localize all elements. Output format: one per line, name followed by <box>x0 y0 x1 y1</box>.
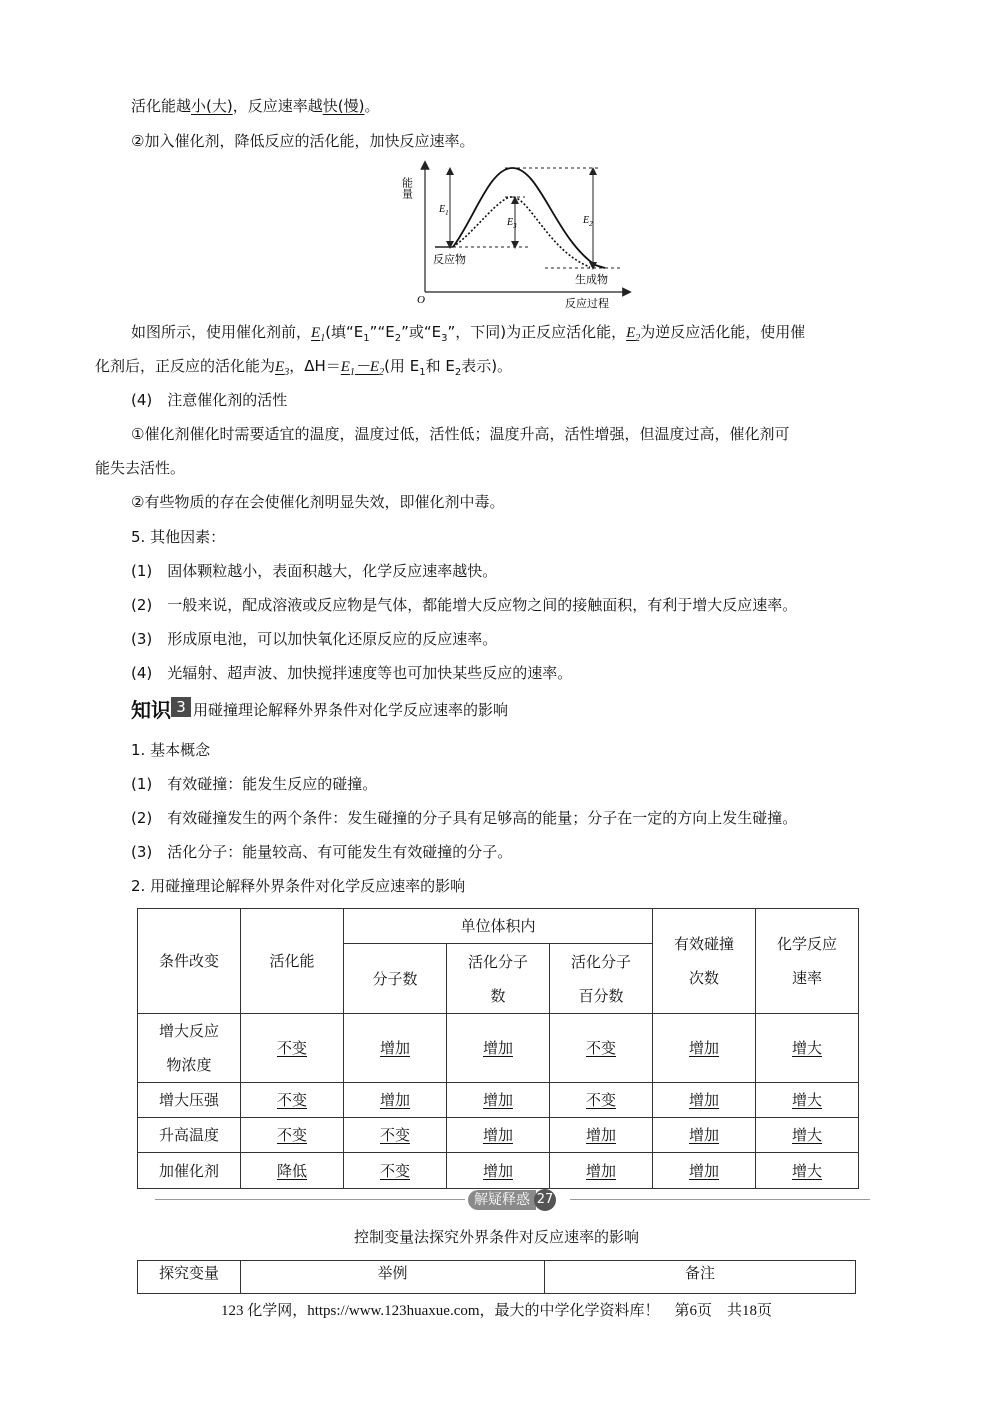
catalyzed-curve <box>453 197 590 267</box>
control-variable-table <box>137 1260 856 1294</box>
knowledge-tag: 知识 <box>131 698 171 722</box>
knowledge-heading <box>131 697 508 723</box>
text-line <box>131 96 379 116</box>
table-row: 增大压强 不变 增加 增加 不变 增加 增大 <box>138 1083 859 1118</box>
header-cell: 条件改变 <box>138 909 241 1014</box>
y-axis-label: 能量 <box>400 177 414 199</box>
header-cell: 备注 <box>545 1261 856 1294</box>
text-line: ①催化剂催化时需要适宜的温度，温度过低，活性低；温度升高，活性增强，但温度过高，催化剂可 <box>131 425 790 443</box>
collision-theory-table <box>137 908 859 1189</box>
e3-label: $E_3$ <box>507 217 517 230</box>
header-cell: 活化能 <box>241 909 344 1014</box>
energy-diagram <box>395 157 635 312</box>
list-item: (2) 一般来说，配成溶液或反应物是气体，都能增大反应物之间的接触面积，有利于增大反应速率。 <box>131 596 798 614</box>
banner-number: 27 <box>534 1189 556 1211</box>
divider <box>155 1199 465 1200</box>
list-item: (1) 有效碰撞：能发生反应的碰撞。 <box>131 775 378 793</box>
list-item: (2) 有效碰撞发生的两个条件：发生碰撞的分子具有足够高的能量；分子在一定的方向上发生碰撞。 <box>131 809 798 827</box>
answer-blank: $E_1-E_2$ <box>340 359 385 378</box>
header-cell: 举例 <box>241 1261 545 1294</box>
e2-label: $E_2$ <box>583 215 593 228</box>
table-row <box>138 1261 856 1294</box>
banner-label: 解疑释惑 <box>468 1190 536 1210</box>
section-heading: 2. 用碰撞理论解释外界条件对化学反应速率的影响 <box>131 877 466 895</box>
answer-blank: $E_1$ <box>311 325 326 344</box>
answer-blank: 小(大) <box>191 97 233 115</box>
subsection-title: 控制变量法探究外界条件对反应速率的影响 <box>353 1228 639 1246</box>
text-line: ②有些物质的存在会使催化剂明显失效，即催化剂中毒。 <box>131 493 505 511</box>
list-item: (1) 固体颗粒越小，表面积越大，化学反应速率越快。 <box>131 562 498 580</box>
e1-label: $E_1$ <box>439 204 449 217</box>
reactant-label: 反应物 <box>433 253 466 266</box>
answer-blank: $E_3$ <box>275 359 290 378</box>
header-cell: 探究变量 <box>138 1261 241 1294</box>
header-cell: 活化分子 数 <box>447 944 550 1014</box>
text-line: 能失去活性。 <box>95 459 186 477</box>
section-heading: 5. 其他因素： <box>131 528 226 546</box>
page-footer: 123 化学网，https://www.123huaxue.com，最大的中学化学资料库！ 第6页 共18页 <box>220 1303 773 1319</box>
table-row: 加催化剂 降低 不变 增加 增加 增加 增大 <box>138 1153 859 1189</box>
text: ，反应速率越 <box>232 97 323 115</box>
origin-label: O <box>417 294 425 306</box>
product-label: 生成物 <box>575 273 608 286</box>
header-cell: 分子数 <box>344 944 447 1014</box>
list-item: (4) 光辐射、超声波、加快搅拌速度等也可加快某些反应的速率。 <box>131 664 573 682</box>
answer-blank: 快(慢) <box>322 97 365 115</box>
divider <box>570 1199 870 1200</box>
section-heading: 1. 基本概念 <box>131 741 211 759</box>
list-item: (3) 活化分子：能量较高、有可能发生有效碰撞的分子。 <box>131 843 513 861</box>
x-axis-label: 反应过程 <box>565 297 609 310</box>
text-line: ②加入催化剂，降低反应的活化能，加快反应速率。 <box>131 132 475 150</box>
text: 。 <box>364 97 380 115</box>
header-cell: 化学反应 速率 <box>756 909 859 1014</box>
text: 活化能越 <box>131 97 192 115</box>
header-cell: 活化分子 百分数 <box>550 944 653 1014</box>
table-row: 增大反应 物浓度 不变 增加 增加 不变 增加 增大 <box>138 1014 859 1083</box>
answer-blank: $E_2$ <box>626 325 641 344</box>
knowledge-number: 3 <box>171 697 191 717</box>
list-item: (3) 形成原电池，可以加快氧化还原反应的反应速率。 <box>131 630 498 648</box>
knowledge-title: 用碰撞理论解释外界条件对化学反应速率的影响 <box>193 701 509 719</box>
text-line: 如图所示，使用催化剂前，$E_1$(填“$E_1”“E_2$”或“$E_3$”，下同)为正反应活化能，$E_2$为逆反应活化能，使用催 <box>131 323 806 344</box>
header-cell: 单位体积内 <box>344 909 653 944</box>
text-line: 化剂后，正反应的活化能为$E_3$，$\Delta H=E_1-E_2$(用 $E_1$和 $E_2$表示)。 <box>95 357 513 378</box>
header-cell: 有效碰撞 次数 <box>653 909 756 1014</box>
section-heading: (4) 注意催化剂的活性 <box>131 391 288 409</box>
section-banner <box>468 1189 556 1211</box>
table-row: 升高温度 不变 不变 增加 增加 增加 增大 <box>138 1118 859 1153</box>
